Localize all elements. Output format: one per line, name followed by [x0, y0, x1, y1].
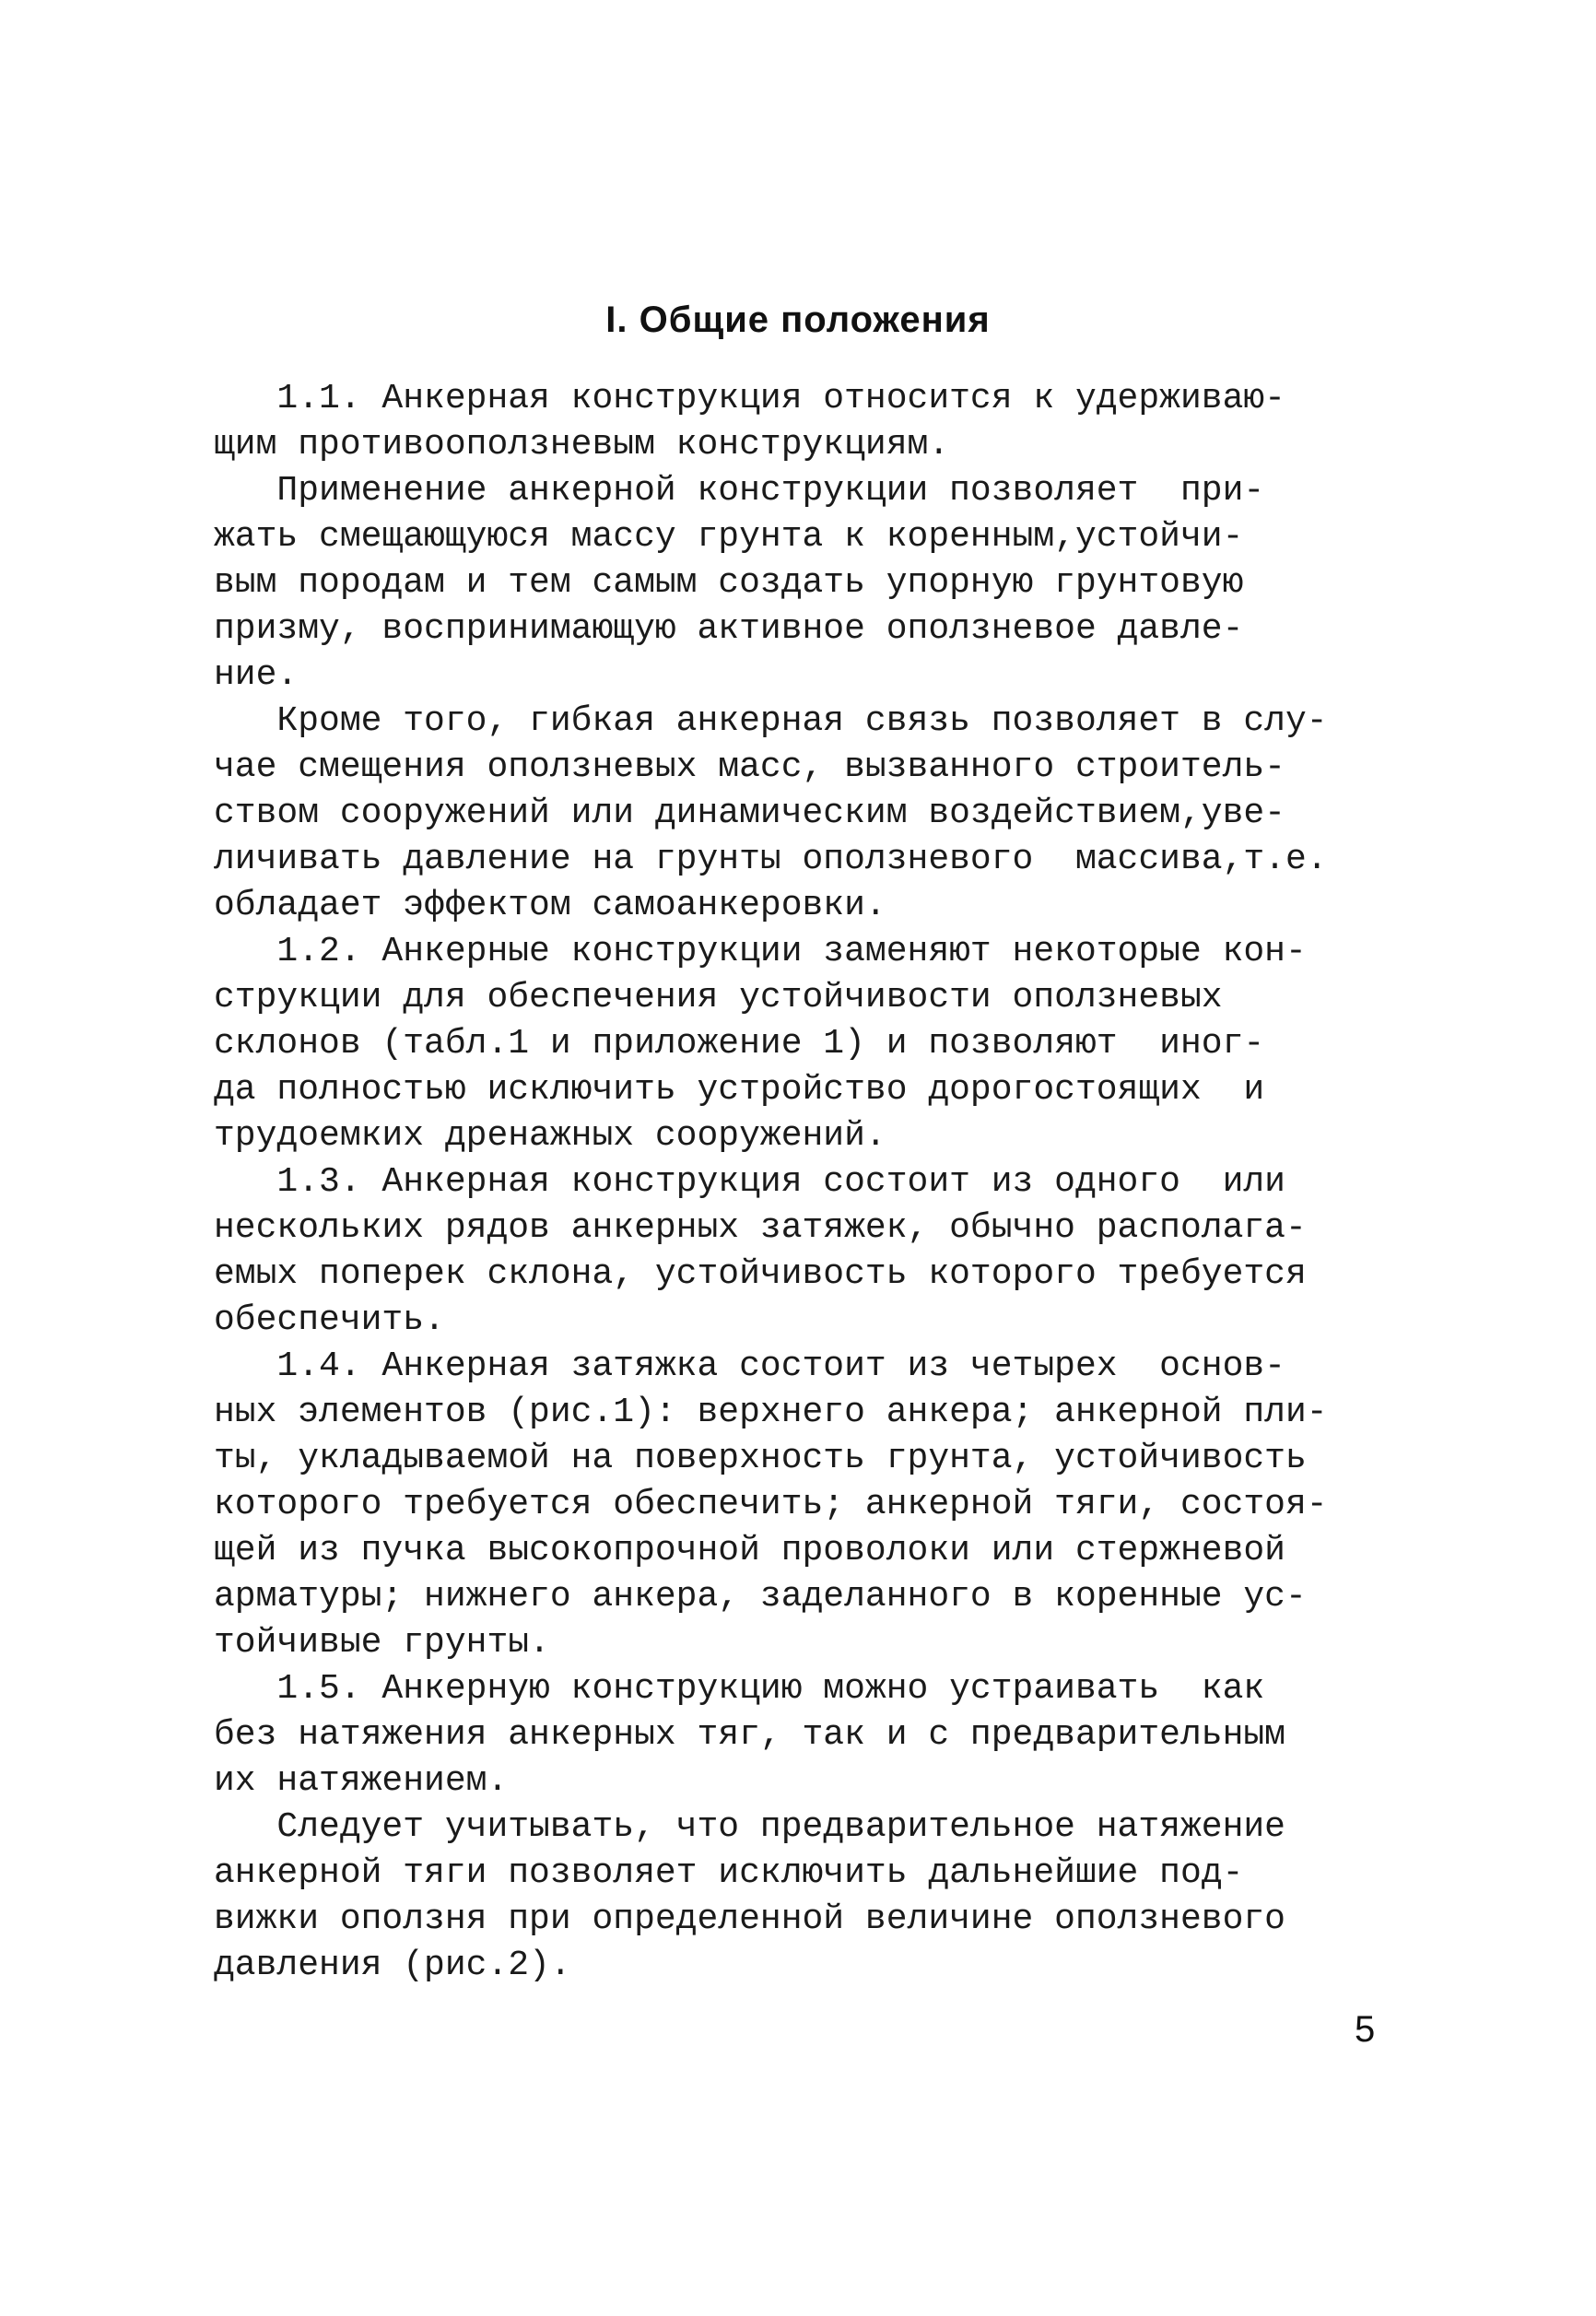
text-line: чае смещения оползневых масс, вызванного строитель- [214, 747, 1285, 787]
text-line: ством сооружений или динамическим воздействием,уве- [214, 794, 1285, 833]
text-line: без натяжения анкерных тяг, так и с предварительным [214, 1715, 1285, 1755]
text-line: обеспечить. [214, 1300, 445, 1340]
text-line: обладает эффектом самоанкеровки. [214, 886, 886, 925]
text-line: 1.2. Анкерные конструкции заменяют некоторые кон- [214, 932, 1307, 971]
text-line: трудоемких дренажных сооружений. [214, 1116, 886, 1156]
text-line: Применение анкерной конструкции позволяет при- [214, 471, 1265, 511]
text-line: которого требуется обеспечить; анкерной тяги, состоя- [214, 1485, 1328, 1524]
section-heading: I. Общие положения [605, 300, 991, 340]
text-line: 1.4. Анкерная затяжка состоит из четырех основ- [214, 1346, 1285, 1386]
text-line: давления (рис.2). [214, 1946, 571, 1985]
text-line: вым породам и тем самым создать упорную грунтовую [214, 563, 1244, 603]
text-line: личивать давление на грунты оползневого массива,т.е. [214, 840, 1328, 879]
text-line: щим противооползневым конструкциям. [214, 425, 950, 464]
text-line: струкции для обеспечения устойчивости оползневых [214, 978, 1223, 1017]
text-line: нескольких рядов анкерных затяжек, обычно располага- [214, 1208, 1307, 1248]
text-line: 1.3. Анкерная конструкция состоит из одного или [214, 1162, 1285, 1202]
text-line: да полностью исключить устройство дорогостоящих и [214, 1070, 1265, 1110]
text-line: 1.1. Анкерная конструкция относится к удерживаю- [214, 379, 1285, 418]
text-line: вижки оползня при определенной величине оползневого [214, 1899, 1285, 1939]
text-line: 1.5. Анкерную конструкцию можно устраивать как [214, 1669, 1265, 1709]
page-number: 5 [1355, 2009, 1376, 2050]
text-line: призму, воспринимающую активное оползневое давле- [214, 609, 1244, 649]
text-line: арматуры; нижнего анкера, заделанного в коренные ус- [214, 1577, 1307, 1616]
text-line: их натяжением. [214, 1761, 509, 1801]
text-line: емых поперек склона, устойчивость которого требуется [214, 1254, 1307, 1294]
text-line: ных элементов (рис.1): верхнего анкера; анкерной пли- [214, 1393, 1328, 1432]
text-line: ние. [214, 655, 299, 695]
text-line: Следует учитывать, что предварительное натяжение [214, 1807, 1285, 1847]
text-line: Кроме того, гибкая анкерная связь позволяет в слу- [214, 701, 1328, 741]
text-line: ты, укладываемой на поверхность грунта, устойчивость [214, 1439, 1307, 1478]
text-line: жать смещающуюся массу грунта к коренным,устойчи- [214, 517, 1244, 557]
text-line: склонов (табл.1 и приложение 1) и позволяют иног- [214, 1024, 1265, 1064]
body-text [214, 376, 1402, 1989]
text-line: тойчивые грунты. [214, 1623, 550, 1663]
text-line: щей из пучка высокопрочной проволоки или стержневой [214, 1531, 1285, 1570]
text-line: анкерной тяги позволяет исключить дальнейшие под- [214, 1853, 1244, 1893]
